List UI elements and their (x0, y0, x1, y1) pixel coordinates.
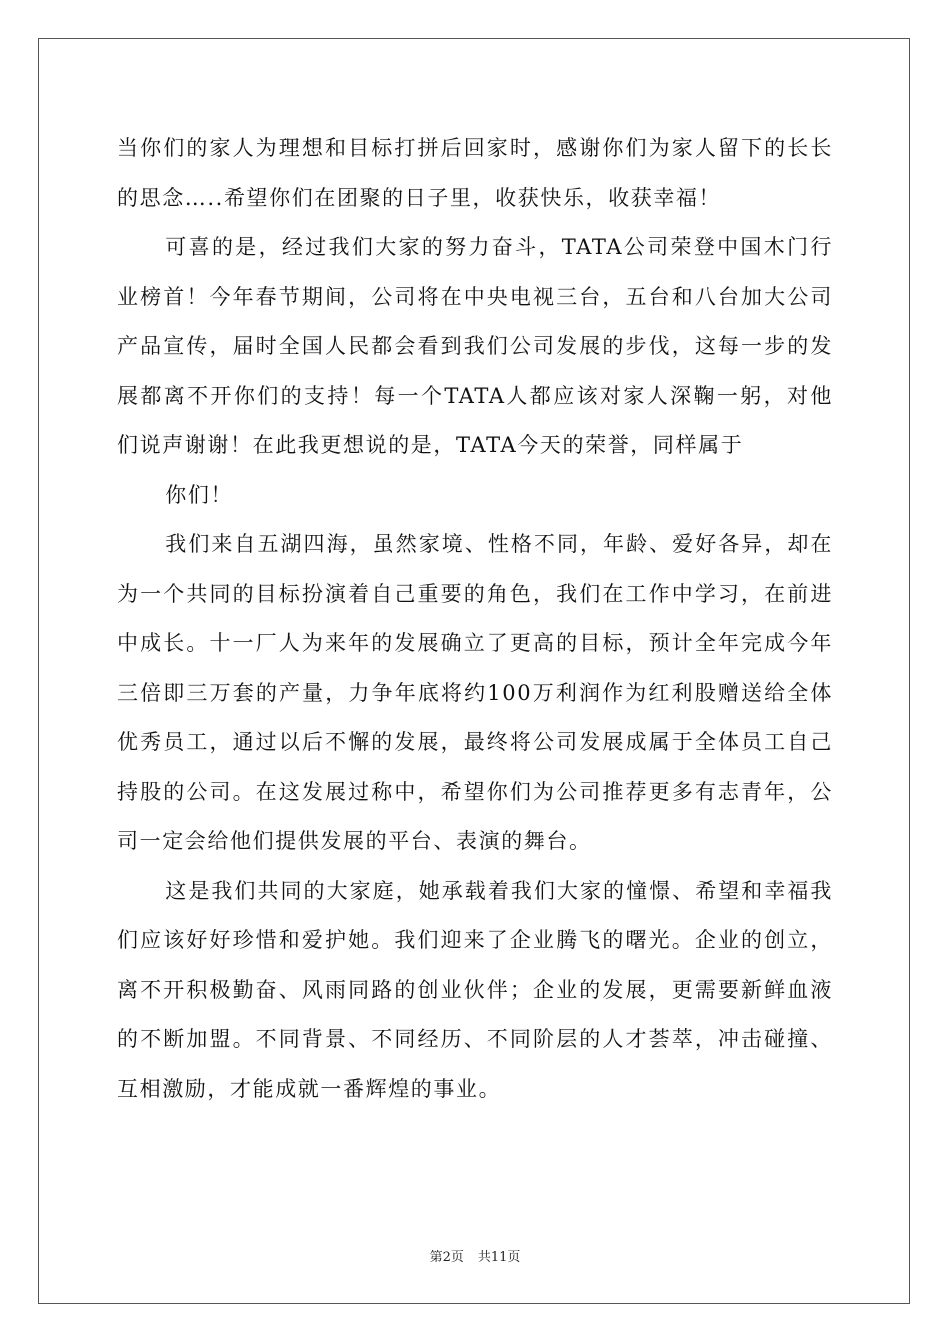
paragraph-3: 你们！ (165, 482, 234, 507)
paragraph-5: 这是我们共同的大家庭，她承载着我们大家的憧憬、希望和幸福我们应该好好珍惜和爱护她。我们迎来了企业腾飞的曙光。企业的创立，离不开积极勤奋、风雨同路的创业伙伴；企业的发展，更需要新鲜血液的不断加盟。不同背景、不同经历、不同阶层的人才荟萃，冲击碰撞、互相激励，才能成就一番辉煌的事业。 (117, 878, 833, 1101)
paragraph-2: 可喜的是，经过我们大家的努力奋斗，TATA公司荣登中国木门行业榜首！今年春节期间，公司将在中央电视三台，五台和八台加大公司产品宣传，届时全国人民都会看到我们公司发展的步伐，这每一步的发展都离不开你们的支持！每一个TATA人都应该对家人深鞠一躬，对他们说声谢谢！在此我更想说的是，TATA今天的荣誉，同样属于 (117, 235, 833, 457)
page-footer (0, 1246, 950, 1265)
total-pages: 共11页 (477, 1250, 521, 1265)
document-body (117, 124, 833, 1114)
page-number: 第2页 (429, 1250, 464, 1265)
paragraph-1: 当你们的家人为理想和目标打拼后回家时，感谢你们为家人留下的长长的思念…..希望你们在团聚的日子里，收获快乐，收获幸福！ (117, 136, 833, 210)
paragraph-4: 我们来自五湖四海，虽然家境、性格不同，年龄、爱好各异，却在为一个共同的目标扮演着自己重要的角色，我们在工作中学习，在前进中成长。十一厂人为来年的发展确立了更高的目标，预计全年完成今年三倍即三万套的产量，力争年底将约100万利润作为红利股赠送给全体优秀员工，通过以后不懈的发展，最终将公司发展成属于全体员工自己持股的公司。在这发展过称中，希望你们为公司推荐更多有志青年，公司一定会给他们提供发展的平台、表演的舞台。 (117, 532, 833, 853)
